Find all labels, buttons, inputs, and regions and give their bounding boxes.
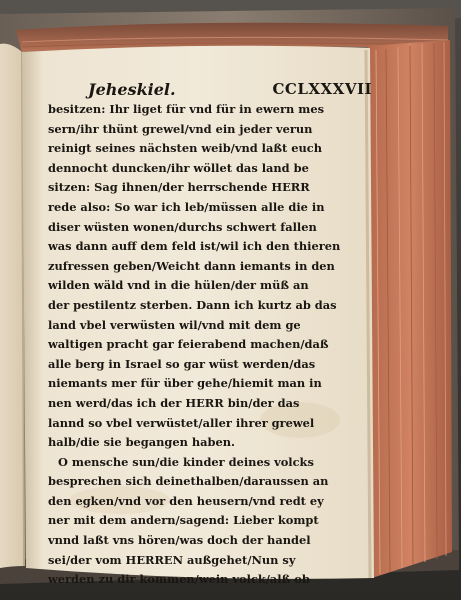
running-head: Jeheskiel. (88, 80, 176, 99)
text-line: besitzen: Ihr liget für vnd für in ewern mes (48, 102, 325, 116)
text-line: diser wüsten wonen/durchs schwert fallen (48, 219, 317, 234)
text-line: waltigen pracht gar feierabend machen/daß (48, 337, 329, 352)
text-line: sei/der vom HERREN außgehet/Nun sy (48, 552, 296, 567)
text-lines (48, 100, 366, 590)
text-line: besprechen sich deinethalben/daraussen an (48, 474, 329, 489)
text-line: nen werd/das ich der HERR bin/der das (48, 395, 300, 410)
text-line: der pestilentz sterben. Dann ich kurtz ab das (48, 297, 337, 312)
text-line: land vbel verwüsten wil/vnd mit dem ge (48, 317, 301, 332)
text-line: ner mit dem andern/sagend: Lieber kompt (48, 513, 319, 528)
text-line: vnnd laßt vns hören/was doch der handel (48, 533, 311, 548)
text-line: halb/die sie begangen haben. (48, 435, 235, 450)
text-line: wilden wäld vnd in die hülen/der müß an (48, 278, 309, 293)
text-line: dennocht duncken/ihr wöllet das land be (48, 160, 309, 175)
text-line: lannd so vbel verwüstet/aller ihrer grewel (48, 415, 315, 430)
text-line: zufressen geben/Weicht dann iemants in den (48, 258, 335, 273)
page-text (48, 78, 372, 587)
text-line: rede also: So war ich leb/müssen alle die in (48, 199, 325, 214)
text-line: sitzen: Sag ihnen/der herrschende HERR (48, 180, 310, 195)
text-line: alle berg in Israel so gar wüst werden/das (48, 356, 316, 371)
text-line: werden zu dir kommen/wein volck/alß ob (48, 572, 310, 587)
text-line: sern/ihr thünt grewel/vnd ein jeder verun (48, 121, 313, 136)
paragraph-start-line: O mensche sun/die kinder deines volcks (58, 454, 314, 469)
text-line: was dann auff dem feld ist/wil ich den thieren (48, 239, 341, 254)
text-line: reinigt seines nächsten weib/vnd laßt euch (48, 141, 322, 156)
text-line: den egken/vnd vor den heusern/vnd redt ey (48, 493, 324, 508)
left-page (0, 44, 24, 568)
folio-number: CCLXXXVII (272, 80, 372, 98)
text-line: niemants mer für über gehe/hiemit man in (48, 376, 322, 391)
page-header (48, 78, 372, 100)
page-edges (368, 40, 452, 578)
